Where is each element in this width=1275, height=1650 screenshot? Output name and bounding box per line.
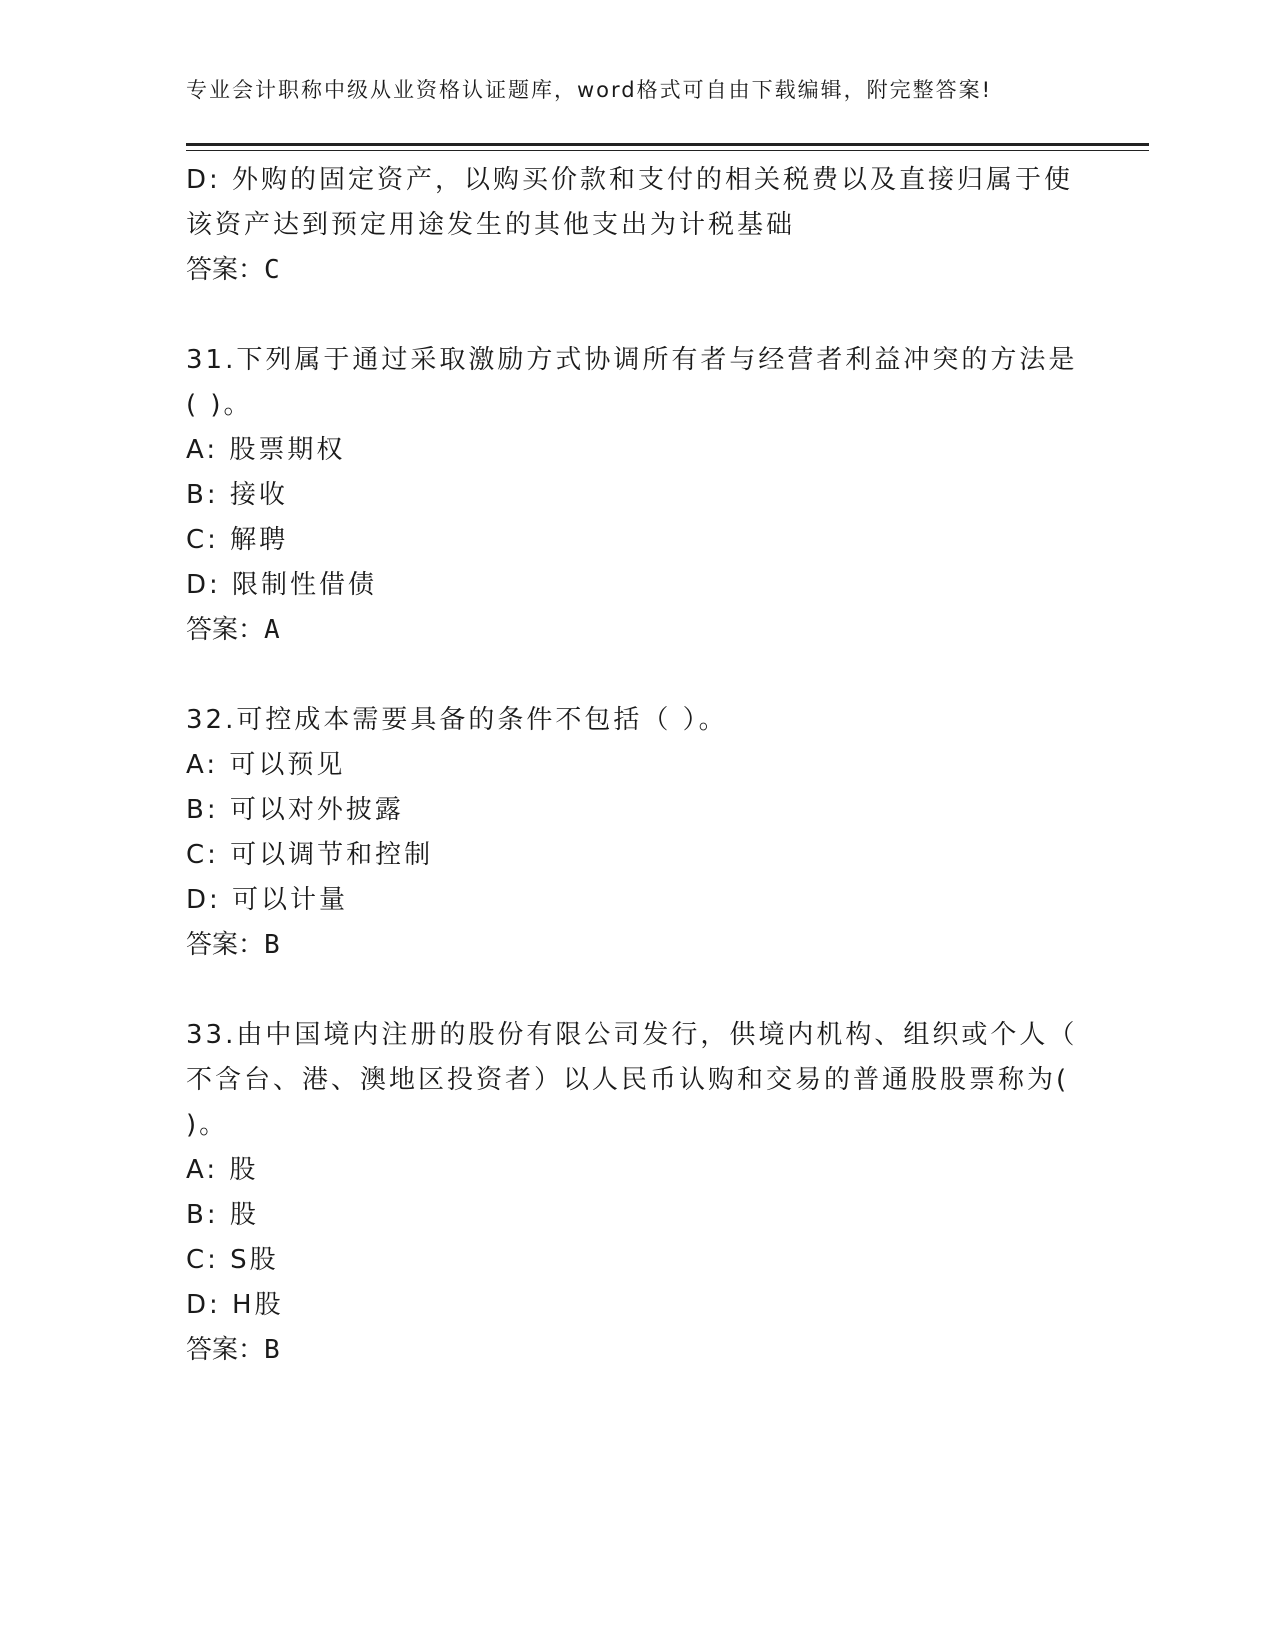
answer [186, 608, 1086, 653]
option-b: B: 接收 [186, 480, 288, 510]
option-d: D: 限制性借债 [186, 570, 378, 600]
answer [186, 923, 1086, 968]
header-rule-thin [186, 150, 1149, 151]
option-c: C: 可以调节和控制 [186, 840, 434, 870]
option-b: B: 股 [186, 1200, 259, 1230]
question-32 [186, 698, 1086, 968]
option-c: C: 解聘 [186, 525, 289, 555]
document-body [186, 158, 1086, 1373]
option-d-line: 该资产达到预定用途发生的其他支出为计税基础 [186, 210, 796, 240]
question-stem: 33.由中国境内注册的股份有限公司发行，供境内机构、组织或个人（ [186, 1020, 1078, 1050]
previous-question-tail [186, 158, 1086, 293]
option-a: A: 股票期权 [186, 435, 346, 465]
answer-label: 答案： [186, 1335, 265, 1365]
option-a: A: 可以预见 [186, 750, 346, 780]
option-a: A: 股 [186, 1155, 259, 1185]
answer-value: B [264, 1335, 280, 1365]
question-33 [186, 1013, 1086, 1373]
answer-label: 答案： [186, 255, 265, 285]
question-31 [186, 338, 1086, 653]
option-d: D: 可以计量 [186, 885, 349, 915]
option-d-line: D: 外购的固定资产，以购买价款和支付的相关税费以及直接归属于使 [186, 165, 1074, 195]
header-rule-thick [186, 143, 1149, 146]
option-d: D: H股 [186, 1290, 284, 1320]
answer-label: 答案： [186, 930, 265, 960]
question-stem: 不含台、港、澳地区投资者）以人民币认购和交易的普通股股票称为( [186, 1065, 1070, 1095]
question-stem: ( )。 [186, 390, 253, 420]
answer-label: 答案： [186, 615, 265, 645]
answer-value: A [264, 615, 280, 645]
answer-value: B [264, 930, 280, 960]
option-c: C: S股 [186, 1245, 279, 1275]
option-b: B: 可以对外披露 [186, 795, 404, 825]
question-stem: )。 [186, 1110, 229, 1140]
question-stem: 32.可控成本需要具备的条件不包括（ ）。 [186, 705, 728, 735]
answer [186, 248, 1086, 293]
answer [186, 1328, 1086, 1373]
question-stem: 31.下列属于通过采取激励方式协调所有者与经营者利益冲突的方法是 [186, 345, 1078, 375]
page-header: 专业会计职称中级从业资格认证题库，word格式可自由下载编辑，附完整答案! [186, 78, 993, 102]
answer-value: C [264, 255, 280, 285]
